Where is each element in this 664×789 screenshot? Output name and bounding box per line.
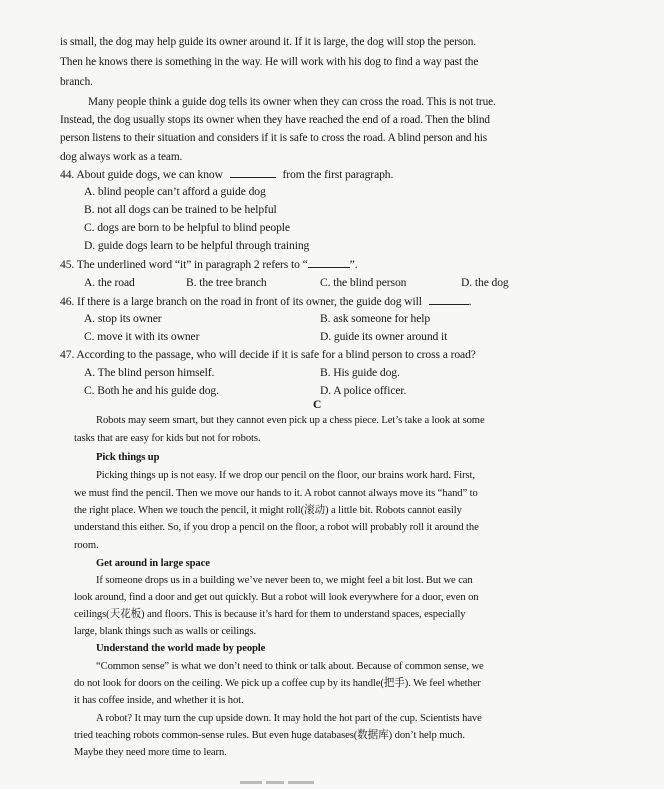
question-46-option: C. move it with its owner [84,330,200,343]
question-47-option: D. A police officer. [320,384,407,397]
passage-b-line: Then he knows there is something in the way. He will work with his dog to find a way past the [60,56,479,68]
question-45-option: D. the dog [461,276,509,289]
section-heading: Pick things up [96,452,160,463]
passage-b-line: person listens to their situation and considers if it is safe to cross the road. A blind person and his [60,132,488,144]
section-line: ceilings(天花板) and floors. This is because it’s hard for them to understand spaces, especially [74,609,466,620]
section-line: understand this either. So, if you drop a pencil on the floor, a robot will probably roll it around the [74,522,479,533]
question-47-option: B. His guide dog. [320,366,400,379]
question-45-option: B. the tree branch [186,276,267,289]
section-line: do not look for doors on the ceiling. We pick up a coffee cup by its handle(把手). We feel whether [74,678,481,689]
section-heading: Understand the world made by people [96,643,266,654]
section-line: room. [74,540,99,551]
passage-b-line: is small, the dog may help guide its owner around it. If it is large, the dog will stop the person. [60,36,476,48]
question-47-stem: 47. According to the passage, who will decide if it is safe for a blind person to cross a road? [60,348,476,361]
question-44-option: B. not all dogs can be trained to be helpful [84,203,277,216]
section-heading: Get around in large space [96,558,210,569]
question-45-stem: 45. The underlined word “it” in paragraph 2 refers to “ ”. [60,258,358,271]
section-line: If someone drops us in a building we’ve never been to, we might feel a bit lost. But we can [96,575,473,586]
passage-b-line: Many people think a guide dog tells its owner when they can cross the road. This is not true. [88,96,496,108]
section-line: A robot? It may turn the cup upside down. It may hold the hot part of the cup. Scientists have [96,713,482,724]
question-46-stem: 46. If there is a large branch on the road in front of its owner, the guide dog will . [60,295,472,308]
question-44-option: C. dogs are born to be helpful to blind people [84,221,290,234]
section-line: “Common sense” is what we don’t need to think or talk about. Because of common sense, we [96,661,484,672]
page-footer-smudge [240,771,330,777]
answer-blank [230,167,276,178]
section-line: Maybe they need more time to learn. [74,747,227,758]
question-46-option: B. ask someone for help [320,312,431,325]
section-line: large, blank things such as walls or ceilings. [74,626,257,637]
question-47-option: C. Both he and his guide dog. [84,384,219,397]
section-line: the right place. When we touch the pencil, it might roll(滚动) a little bit. Robots cannot easily [74,505,462,516]
question-46-option: A. stop its owner [84,312,162,325]
question-44-stem: 44. About guide dogs, we can know from the first paragraph. [60,168,394,181]
question-44-option: A. blind people can’t afford a guide dog [84,185,266,198]
section-line: it has coffee inside, and whether it is hot. [74,695,244,706]
passage-c-intro-line: tasks that are easy for kids but not for robots. [74,433,261,444]
section-line: we must find the pencil. Then we move our hands to it. A robot cannot always move its “hand” to [74,488,478,499]
passage-c-intro-line: Robots may seem smart, but they cannot even pick up a chess piece. Let’s take a look at some [96,415,485,426]
passage-b-line: branch. [60,76,93,88]
question-47-option: A. The blind person himself. [84,366,215,379]
question-45-option: A. the road [84,276,135,289]
question-45-option: C. the blind person [320,276,407,289]
passage-b-line: Instead, the dog usually stops its owner when they have reached the end of a road. Then the blind [60,114,490,126]
section-line: look around, find a door and get out quickly. But a robot will look everywhere for a door, even on [74,592,479,603]
answer-blank [429,294,469,305]
passage-letter: C [313,398,322,411]
question-46-option: D. guide its owner around it [320,330,448,343]
section-line: Picking things up is not easy. If we drop our pencil on the floor, our brains work hard. First, [96,470,475,481]
answer-blank [308,257,350,268]
question-44-option: D. guide dogs learn to be helpful through training [84,239,310,252]
passage-b-line: dog always work as a team. [60,151,183,163]
section-line: tried teaching robots common-sense rules. But even huge databases(数据库) don’t help much. [74,730,465,741]
